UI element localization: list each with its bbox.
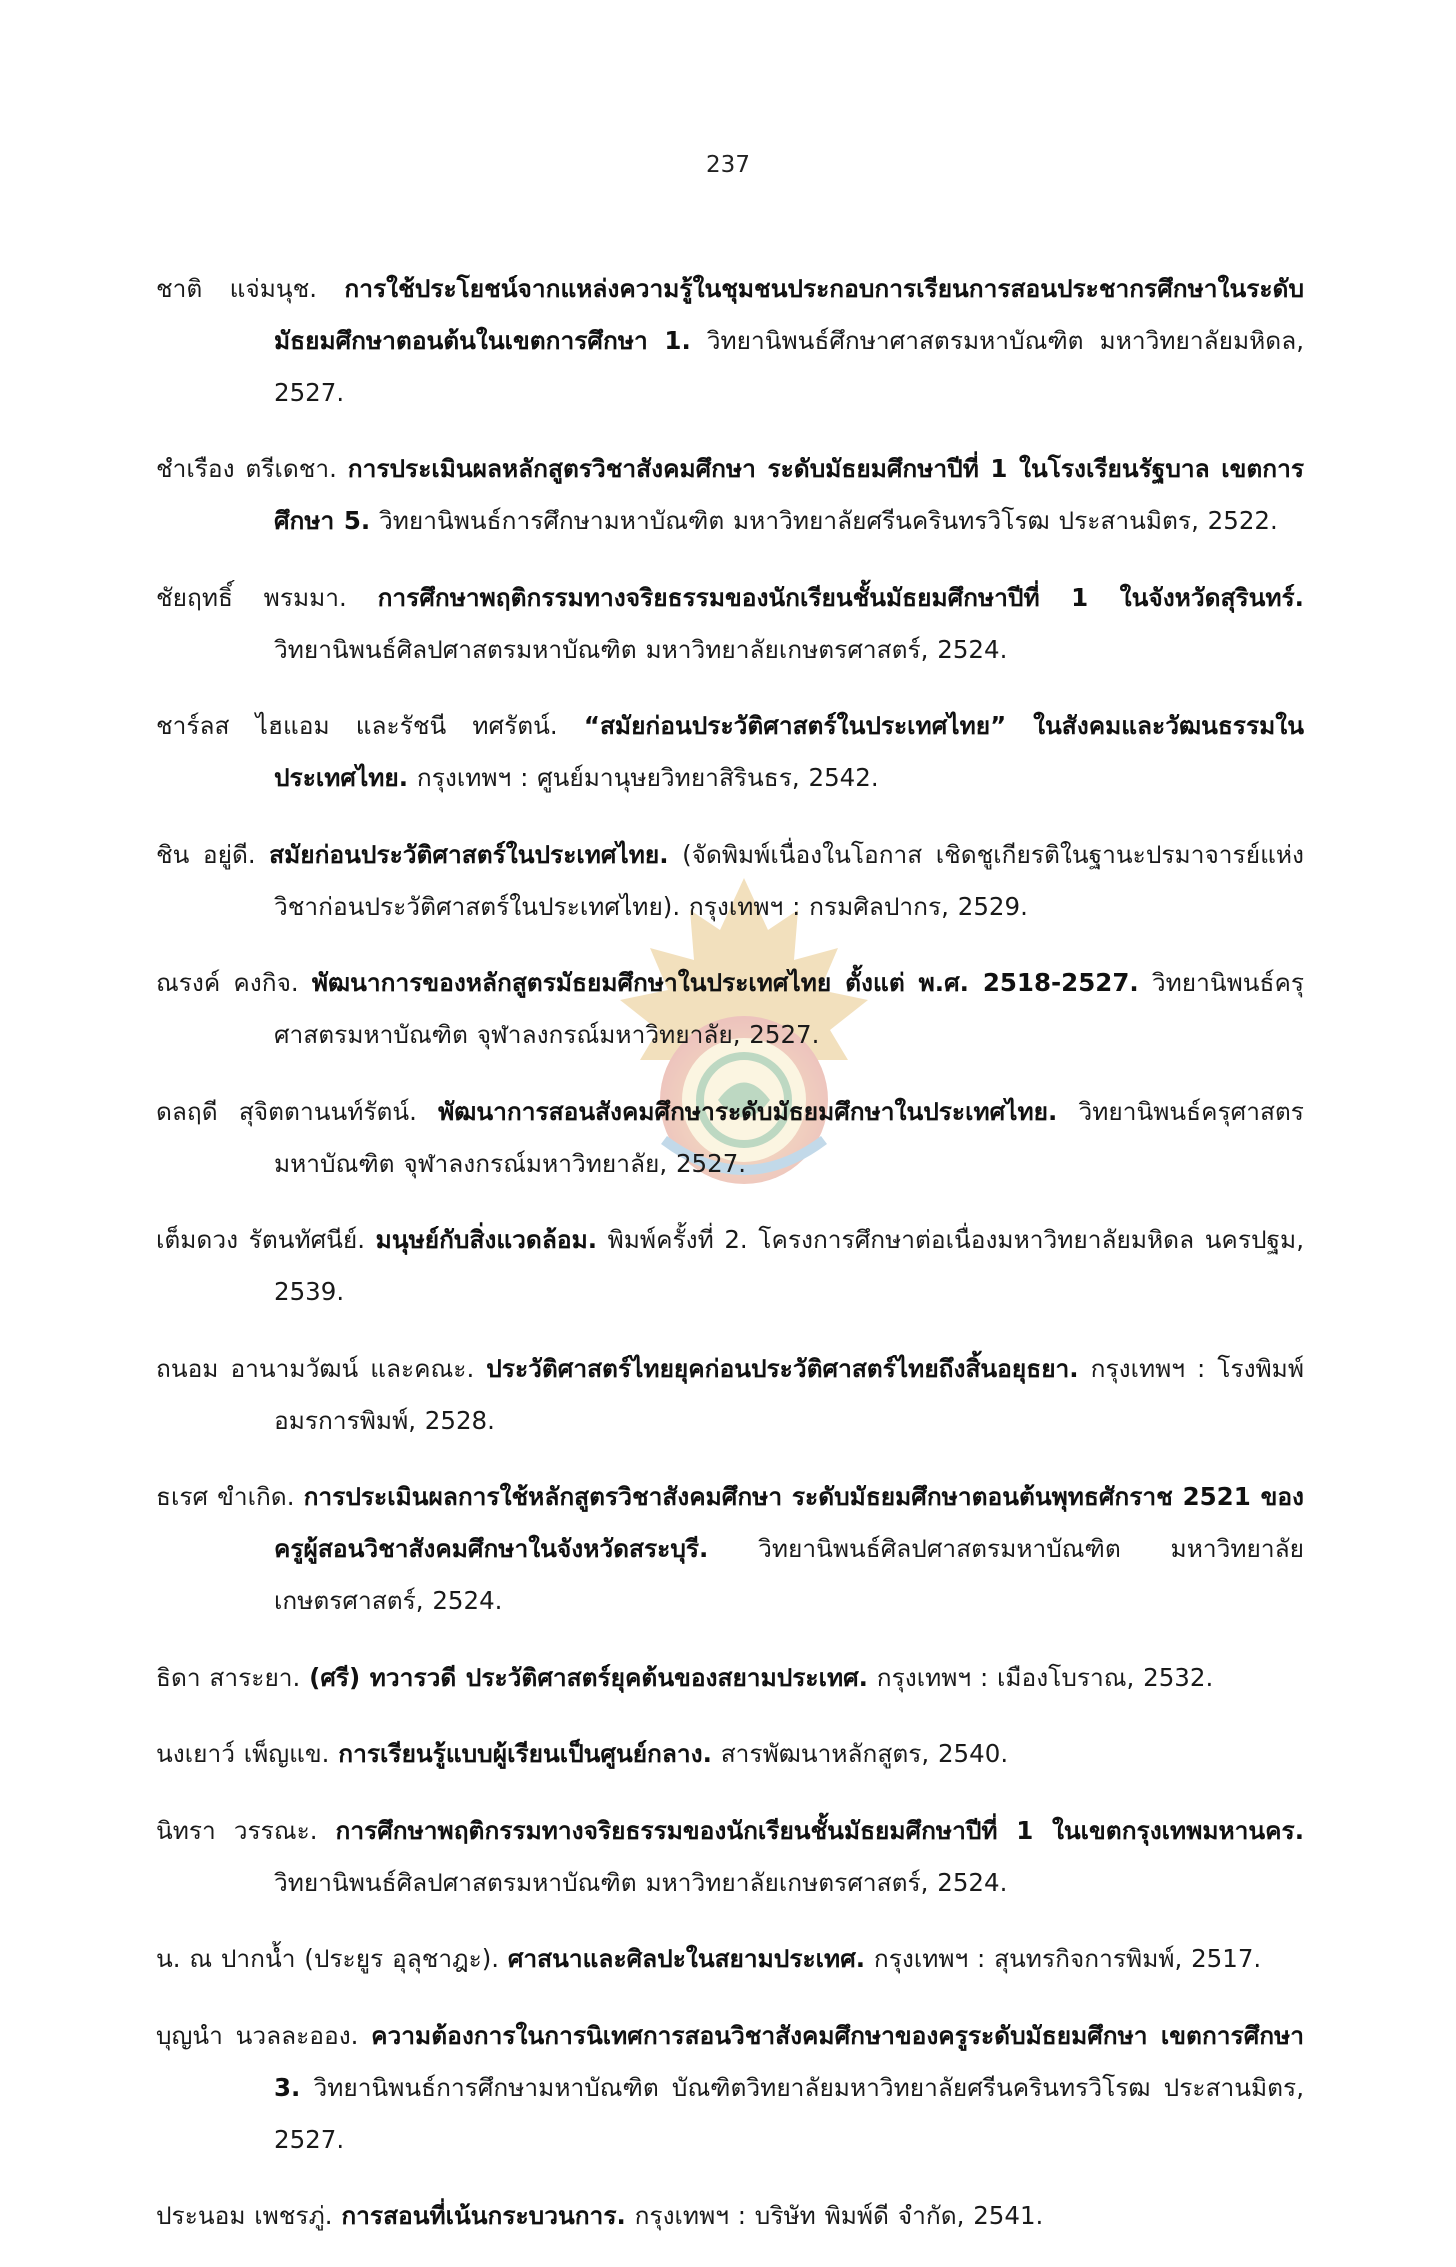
reference-publication: วิทยานิพนธ์การศึกษามหาบัณฑิต บัณฑิตวิทยาลัยมหาวิทยาลัยศรีนครินทรวิโรฒ ประสานมิตร, 2527.	[274, 2072, 1304, 2154]
reference-title: “สมัยก่อนประวัติศาสตร์ในประเทศไทย” ในสังคมและวัฒนธรรมในประเทศไทย.	[274, 711, 1304, 792]
reference-title: การประเมินผลหลักสูตรวิชาสังคมศึกษา ระดับมัธยมศึกษาปีที่ 1 ในโรงเรียนรัฐบาล เขตการศึกษา 5.	[274, 454, 1304, 535]
bibliography-list	[156, 238, 1304, 2267]
reference-title: (ศรี) ทวารวดี ประวัติศาสตร์ยุคต้นของสยามประเทศ.	[309, 1662, 868, 1692]
reference-author: ดลฤดี สุจิตตานนท์รัตน์.	[156, 1096, 417, 1126]
reference-title: การสอนที่เน้นกระบวนการ.	[341, 2201, 626, 2230]
reference-author: นงเยาว์ เพ็ญแข.	[156, 1739, 330, 1768]
reference-publication: วิทยานิพนธ์ศิลปศาสตรมหาบัณฑิต มหาวิทยาลัยเกษตรศาสตร์, 2524.	[274, 1867, 1008, 1897]
reference-title: ความต้องการในการนิเทศการสอนวิชาสังคมศึกษาของครูระดับมัธยมศึกษา เขตการศึกษา 3.	[274, 2020, 1305, 2102]
reference-author: ชาร์ลส ไฮแอม และรัชนี ทศรัตน์.	[156, 711, 558, 740]
reference-entry	[156, 1343, 1304, 1447]
reference-title: พัฒนาการของหลักสูตรมัธยมศึกษาในประเทศไทย ตั้งแต่ พ.ศ. 2518-2527.	[311, 968, 1139, 997]
reference-author: ณรงค์ คงกิจ.	[156, 968, 299, 997]
reference-entry	[156, 1086, 1304, 1190]
reference-title: การเรียนรู้แบบผู้เรียนเป็นศูนย์กลาง.	[338, 1739, 712, 1768]
reference-author: ธเรศ ขำเกิด.	[156, 1482, 295, 1511]
reference-publication: วิทยานิพนธ์ศิลปศาสตรมหาบัณฑิต มหาวิทยาลัยเกษตรศาสตร์, 2524.	[274, 634, 1008, 664]
reference-title: การประเมินผลการใช้หลักสูตรวิชาสังคมศึกษา ระดับมัธยมศึกษาตอนต้นพุทธศักราช 2521 ของครูผู้สอนวิชาสังคมศึกษาในจังหวัดสระบุรี.	[274, 1482, 1304, 1563]
reference-publication: กรุงเทพฯ : บริษัท พิมพ์ดี จำกัด, 2541.	[634, 2201, 1044, 2230]
reference-publication: สารพัฒนาหลักสูตร, 2540.	[720, 1739, 1009, 1768]
reference-author: ประนอม เพชรภู่.	[156, 2201, 333, 2230]
reference-entry	[156, 1933, 1304, 1985]
reference-author: ชาติ แจ่มนุช.	[156, 273, 318, 303]
reference-entry	[156, 957, 1304, 1061]
reference-entry	[156, 263, 1304, 419]
reference-entry	[156, 2010, 1304, 2166]
reference-entry	[156, 829, 1304, 933]
reference-entry	[156, 1471, 1304, 1627]
reference-author: ถนอม อานามวัฒน์ และคณะ.	[156, 1353, 475, 1383]
reference-publication: (จัดพิมพ์เนื่องในโอกาส เชิดชูเกียรติในฐานะปรมาจารย์แห่งวิชาก่อนประวัติศาสตร์ในประเทศไทย). กรุงเทพฯ : กรมศิลปากร, 2529.	[274, 839, 1304, 921]
reference-entry	[156, 1214, 1304, 1318]
reference-entry	[156, 700, 1304, 804]
reference-publication: กรุงเทพฯ : โรงพิมพ์อมรการพิมพ์, 2528.	[274, 1353, 1304, 1435]
reference-title: การใช้ประโยชน์จากแหล่งความรู้ในชุมชนประกอบการเรียนการสอนประชากรศึกษาในระดับมัธยมศึกษาตอนต้นในเขตการศึกษา 1.	[274, 273, 1304, 355]
reference-author: ชำเรือง ตรีเดชา.	[156, 454, 337, 483]
reference-title: การศึกษาพฤติกรรมทางจริยธรรมของนักเรียนชั้นมัธยมศึกษาปีที่ 1 ในเขตกรุงเทพมหานคร.	[335, 1815, 1305, 1845]
reference-publication: พิมพ์ครั้งที่ 2. โครงการศึกษาต่อเนื่องมหาวิทยาลัยมหิดล นครปฐม, 2539.	[274, 1225, 1304, 1306]
reference-title: การศึกษาพฤติกรรมทางจริยธรรมของนักเรียนชั้นมัธยมศึกษาปีที่ 1 ในจังหวัดสุรินทร์.	[377, 582, 1304, 612]
reference-publication: กรุงเทพฯ : เมืองโบราณ, 2532.	[876, 1662, 1214, 1692]
page-number: 237	[706, 152, 750, 178]
reference-title: สมัยก่อนประวัติศาสตร์ในประเทศไทย.	[269, 839, 669, 869]
reference-title: ประวัติศาสตร์ไทยยุคก่อนประวัติศาสตร์ไทยถึงสิ้นอยุธยา.	[486, 1353, 1079, 1383]
reference-publication: วิทยานิพนธ์ศึกษาศาสตรมหาบัณฑิต มหาวิทยาลัยมหิดล, 2527.	[274, 325, 1304, 407]
reference-title: พัฒนาการสอนสังคมศึกษาระดับมัธยมศึกษาในประเทศไทย.	[438, 1096, 1058, 1126]
reference-publication: กรุงเทพฯ : สุนทรกิจการพิมพ์, 2517.	[873, 1944, 1262, 1973]
reference-title: มนุษย์กับสิ่งแวดล้อม.	[375, 1225, 598, 1254]
reference-publication: วิทยานิพนธ์การศึกษามหาบัณฑิต มหาวิทยาลัยศรีนครินทรวิโรฒ ประสานมิตร, 2522.	[378, 506, 1278, 535]
reference-author: นิทรา วรรณะ.	[156, 1815, 318, 1845]
reference-publication: วิทยานิพนธ์ครุศาสตรมหาบัณฑิต จุฬาลงกรณ์มหาวิทยาลัย, 2527.	[274, 968, 1305, 1049]
reference-entry	[156, 572, 1304, 676]
reference-publication: วิทยานิพนธ์ครุศาสตรมหาบัณฑิต จุฬาลงกรณ์มหาวิทยาลัย, 2527.	[274, 1096, 1304, 1178]
reference-entry	[156, 2190, 1304, 2242]
reference-author: บุญนำ นวลละออง.	[156, 2020, 359, 2050]
reference-entry	[156, 1652, 1304, 1704]
reference-entry	[156, 1805, 1304, 1909]
reference-author: เต็มดวง รัตนทัศนีย์.	[156, 1225, 366, 1254]
reference-publication: กรุงเทพฯ : ศูนย์มานุษยวิทยาสิรินธร, 2542.	[416, 763, 879, 792]
reference-title: ศาสนาและศิลปะในสยามประเทศ.	[507, 1944, 866, 1973]
reference-entry	[156, 1728, 1304, 1780]
reference-author: ธิดา สาระยา.	[156, 1662, 301, 1692]
reference-entry	[156, 443, 1304, 547]
reference-author: น. ณ ปากน้ำ (ประยูร อุลุชาฎะ).	[156, 1944, 500, 1973]
reference-author: ชิน อยู่ดี.	[156, 839, 256, 869]
reference-author: ชัยฤทธิ์ พรมมา.	[156, 582, 347, 612]
reference-publication: วิทยานิพนธ์ศิลปศาสตรมหาบัณฑิต มหาวิทยาลัยเกษตรศาสตร์, 2524.	[274, 1534, 1304, 1615]
